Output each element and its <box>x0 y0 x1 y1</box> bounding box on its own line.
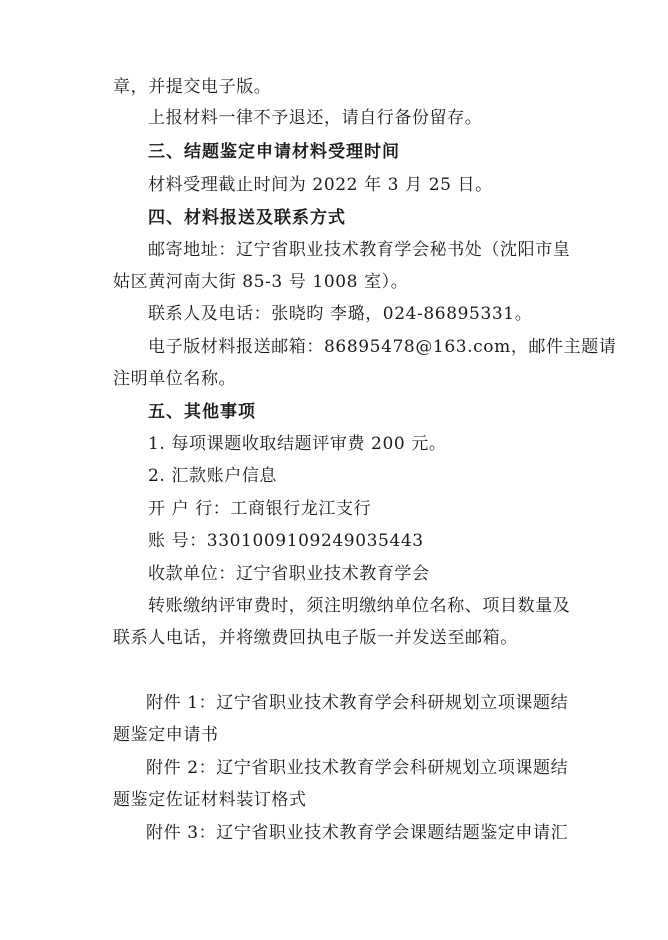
text-line-mail-address-cont: 姑区黄河南大街 85-3 号 1008 室）。 <box>113 272 409 292</box>
attachment-2: 附件 2：辽宁省职业技术教育学会科研规划立项课题结 <box>146 758 569 778</box>
text-line-payee: 收款单位：辽宁省职业技术教育学会 <box>148 564 430 584</box>
text-line-email: 电子版材料报送邮箱：86895478@163.com，邮件主题请 <box>148 337 617 357</box>
section-heading-5: 五、其他事项 <box>148 402 256 422</box>
text-line-email-cont: 注明单位名称。 <box>113 369 237 389</box>
attachment-3: 附件 3：辽宁省职业技术教育学会课题结题鉴定申请汇 <box>146 823 569 843</box>
text-line-account-info: 2. 汇款账户信息 <box>148 466 278 486</box>
text-line-continuation: 章，并提交电子版。 <box>113 77 272 97</box>
section-heading-3: 三、结题鉴定申请材料受理时间 <box>148 142 400 162</box>
attachment-1: 附件 1：辽宁省职业技术教育学会科研规划立项课题结 <box>146 693 569 713</box>
section-heading-4: 四、材料报送及联系方式 <box>148 208 346 228</box>
text-line-bank: 开 户 行：工商银行龙江支行 <box>148 499 372 519</box>
text-line-fee: 1. 每项课题收取结题评审费 200 元。 <box>148 434 447 454</box>
text-line-transfer-note-cont: 联系人电话，并将缴费回执电子版一并发送至邮箱。 <box>113 628 518 648</box>
text-line-deadline: 材料受理截止时间为 2022 年 3 月 25 日。 <box>148 175 493 195</box>
text-line-contact: 联系人及电话：张晓昀 李璐，024-86895331。 <box>148 304 533 324</box>
text-line-account-number: 账 号：3301009109249035443 <box>148 531 424 551</box>
text-line-no-return: 上报材料一律不予退还，请自行备份留存。 <box>148 108 483 128</box>
text-line-transfer-note: 转账缴纳评审费时，须注明缴纳单位名称、项目数量及 <box>148 596 571 616</box>
text-line-mail-address: 邮寄地址：辽宁省职业技术教育学会秘书处（沈阳市皇 <box>148 240 571 260</box>
attachment-2-cont: 题鉴定佐证材料装订格式 <box>113 790 307 810</box>
attachment-1-cont: 题鉴定申请书 <box>113 725 219 745</box>
